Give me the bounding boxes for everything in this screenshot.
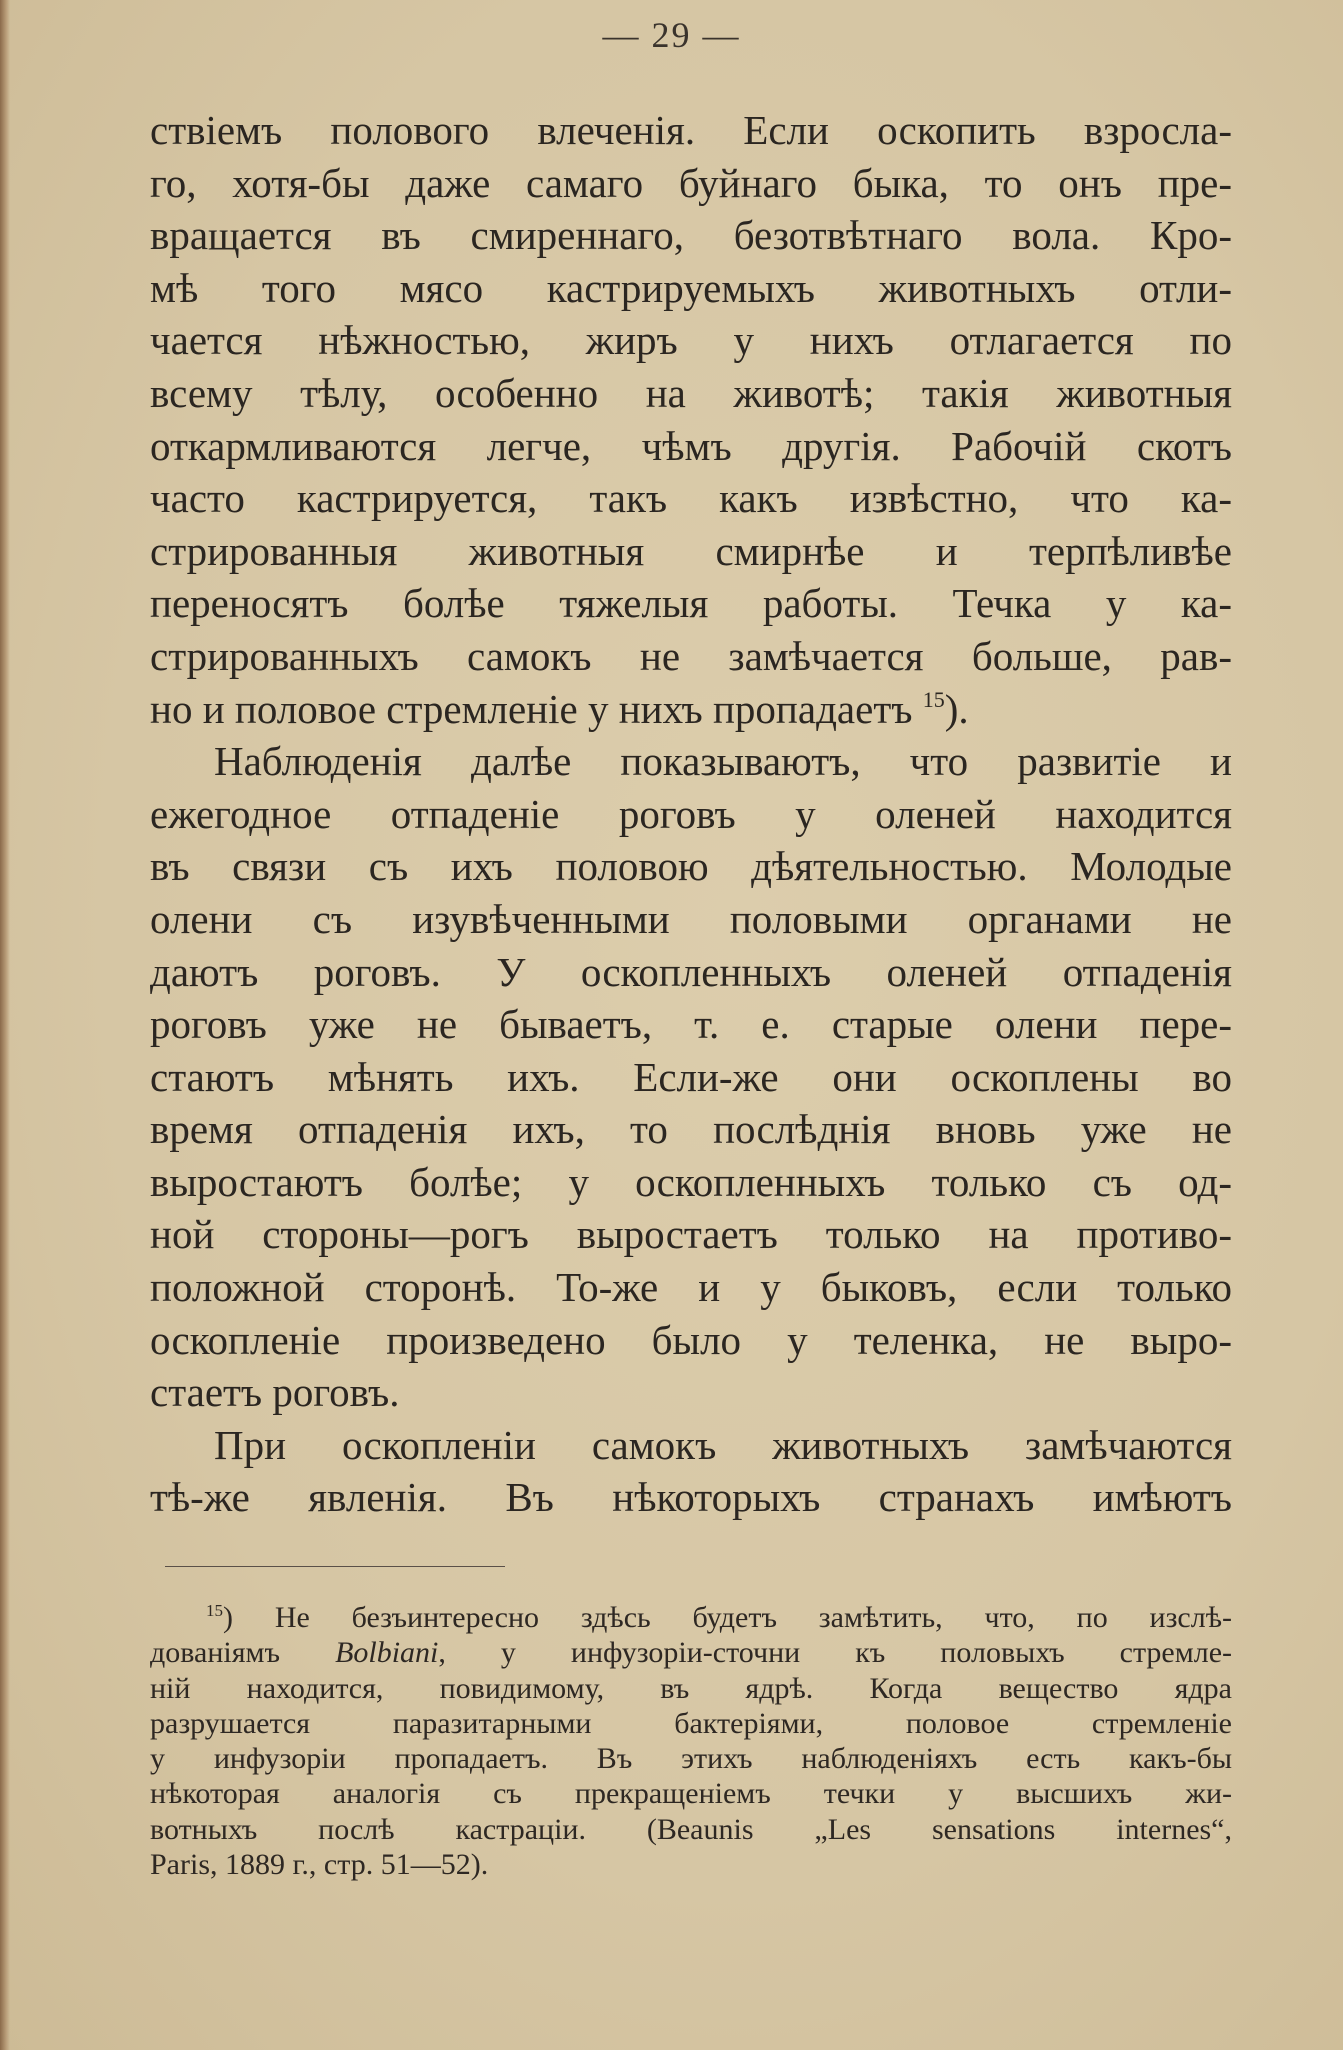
main-text [150,104,1232,1524]
footnote-text: дованіямъ [150,1636,281,1670]
text-line: переносятъ болѣе тяжелыя работы. Течка у ка- [150,580,1232,627]
text-line: но и половое стремленіе у нихъ пропадаетъ [150,685,913,732]
text-line: даютъ роговъ. У оскопленныхъ оленей отпаденія [150,948,1232,995]
text-line: чается нѣжностью, жиръ у нихъ отлагается по [150,317,1232,364]
footnote-ref-tail: ). [944,685,969,732]
footnote-text: Не безъинтересно здѣсь будетъ замѣтить, что, по изслѣ- [274,1601,1232,1634]
text-line: олени съ изувѣченными половыми органами не [150,895,1232,942]
footnote-divider [165,1566,505,1567]
text-line: время отпаденія ихъ, то послѣднія вновь уже не [150,1106,1232,1153]
footnote-line [150,1635,1232,1670]
paragraph-start-line: При оскопленіи самокъ животныхъ замѣчаются [214,1421,1232,1468]
page-number: — 29 — [602,15,741,55]
text-line: ной стороны—рогъ выростаетъ только на противо- [150,1211,1232,1258]
footnote-marker: 15 [206,1601,223,1620]
text-line: откармливаются легче, чѣмъ другія. Рабочій скотъ [150,422,1232,469]
footnote-text: , у инфузоріи-сточни къ половыхъ стремле- [438,1636,1233,1670]
page-spine-edge [0,0,10,2050]
footnote-line: нѣкоторая аналогія съ прекращеніемъ течки у высшихъ жи- [150,1777,1232,1811]
text-line: мѣ того мясо кастрируемыхъ животныхъ отли- [150,264,1232,311]
footnote-line [150,1600,1232,1635]
text-line: вращается въ смиреннаго, безотвѣтнаго вола. Кро- [150,212,1232,259]
text-line: ежегодное отпаденіе роговъ у оленей находится [150,790,1232,837]
text-line: выростаютъ болѣе; у оскопленныхъ только съ од- [150,1158,1232,1205]
footnote-line: разрушается паразитарными бактеріями, половое стремленіе [150,1706,1232,1740]
text-line: стаютъ мѣнять ихъ. Если-же они оскоплены во [150,1053,1232,1100]
footnote-line: ній находится, повидимому, въ ядрѣ. Когда вещество ядра [150,1671,1232,1705]
text-line: всему тѣлу, особенно на животѣ; такія животныя [150,369,1232,416]
text-line: стаетъ роговъ. [150,1369,400,1416]
paragraph-start-line: Наблюденія далѣе показываютъ, что развитіе и [214,738,1232,785]
text-line: оскопленіе произведено было у теленка, не выро- [150,1316,1232,1363]
footnote [150,1600,1232,1882]
text-line: стрированныя животныя смирнѣе и терпѣливѣе [150,527,1232,574]
footnote-line: Paris, 1889 г., стр. 51—52). [150,1848,489,1882]
text-line: стрированныхъ самокъ не замѣчается больше, рав- [150,632,1232,679]
footnote-line: у инфузоріи пропадаетъ. Въ этихъ наблюденіяхъ есть какъ-бы [150,1742,1232,1776]
author-name: Bolbiani [335,1636,439,1670]
text-line: положной сторонѣ. То-же и у быковъ, если только [150,1264,1232,1311]
text-line: часто кастрируется, такъ какъ извѣстно, что ка- [150,475,1232,522]
text-line: роговъ уже не бываетъ, т. е. старые олени пере- [150,1001,1232,1048]
text-line: ствіемъ полового влеченія. Если оскопить взросла- [150,107,1232,153]
footnote-marker-tail: ) [223,1601,233,1634]
text-line: го, хотя-бы даже самаго буйнаго быка, то онъ пре- [150,159,1232,206]
footnote-reference[interactable]: 15 [922,686,945,712]
text-line: въ связи съ ихъ половою дѣятельностью. Молодые [150,843,1232,890]
footnote-line: вотныхъ послѣ кастраціи. (Beaunis „Les sensations internes“, [150,1812,1232,1846]
text-line: тѣ-же явленія. Въ нѣкоторыхъ странахъ имѣютъ [150,1474,1232,1521]
text-line-with-footnote-ref [150,683,1232,736]
